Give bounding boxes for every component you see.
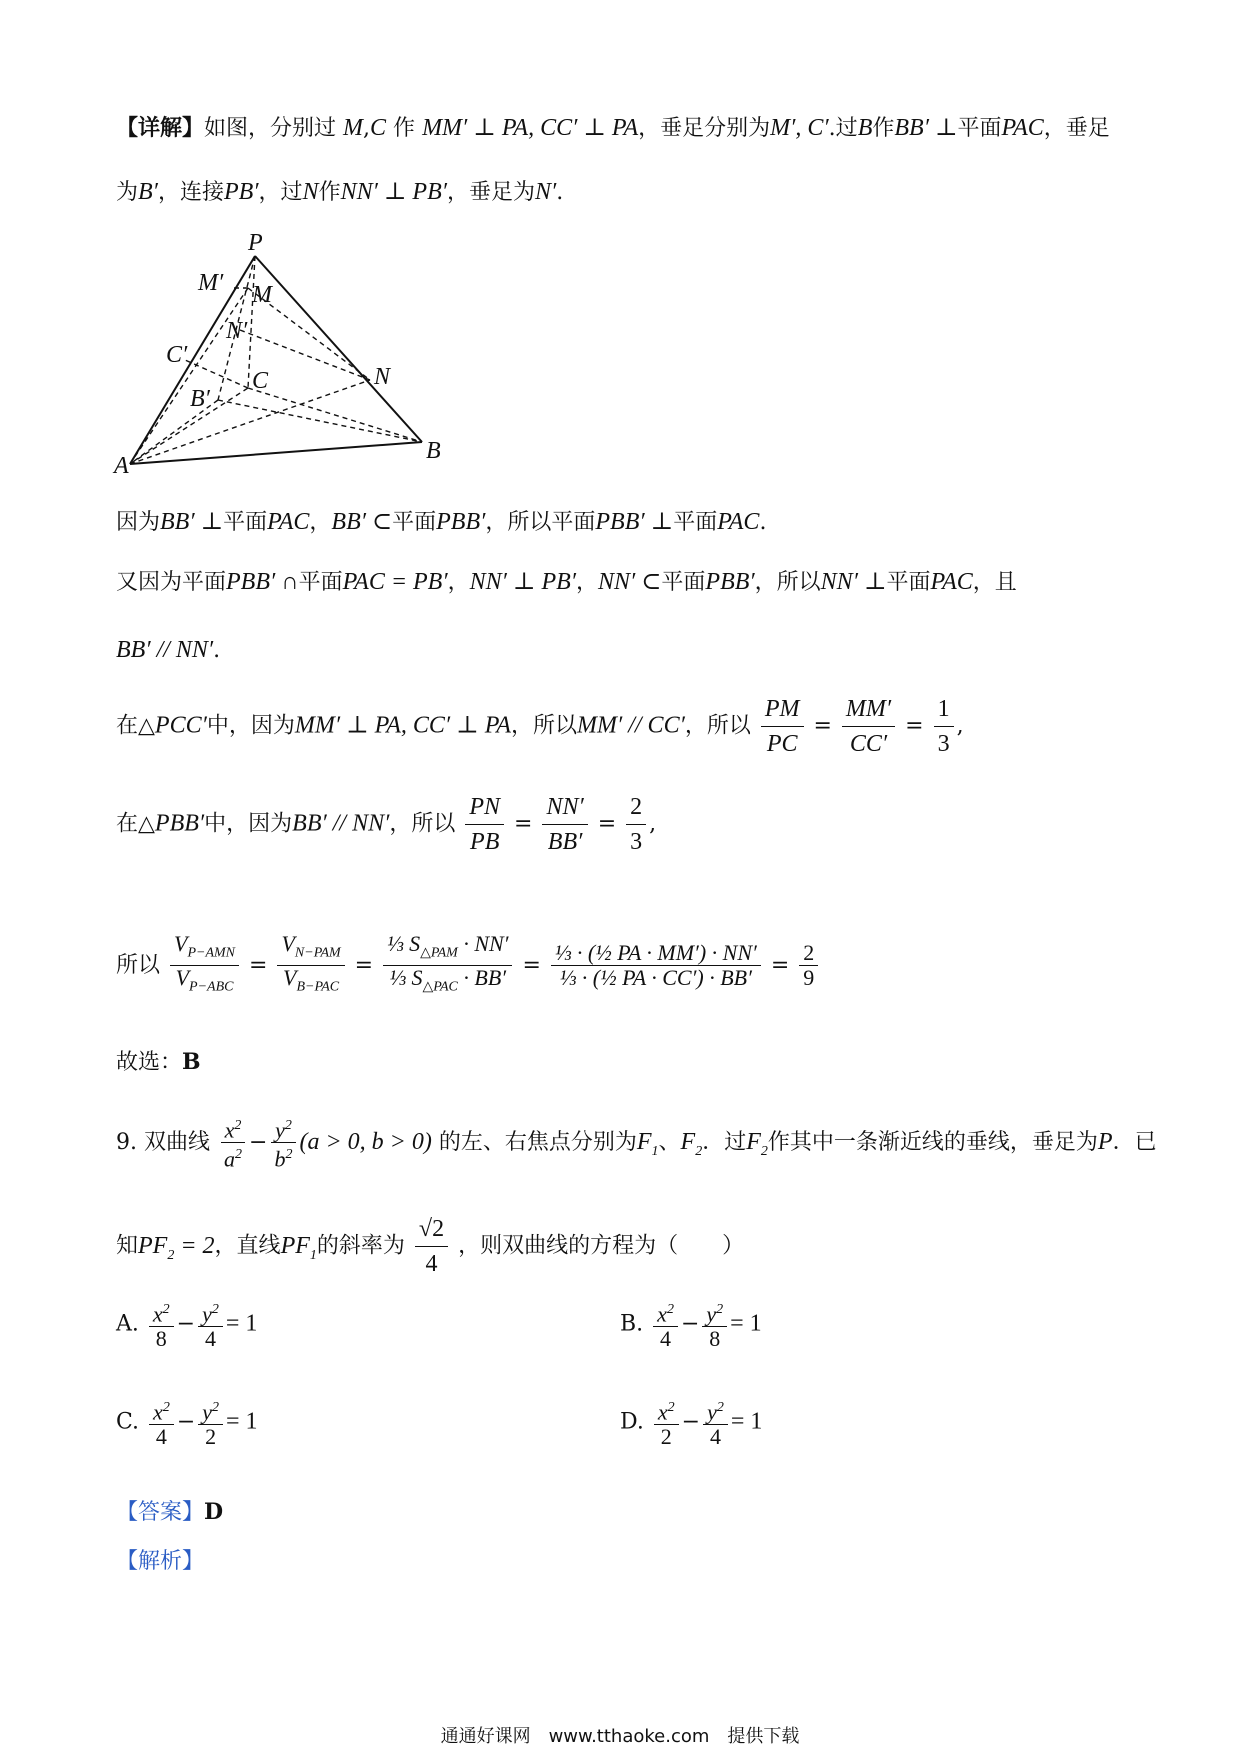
text: 故选： xyxy=(116,1050,183,1075)
y-denominator: 2 xyxy=(205,1424,217,1450)
detail-text: ，垂足为 xyxy=(446,180,535,205)
math: $PF_2 = 2$ xyxy=(138,1232,215,1263)
x-denominator: 8 xyxy=(155,1326,167,1352)
detail-text: 为 xyxy=(116,180,139,205)
para-1: 因为BB′ ⊥平面PAC，BB′ ⊂平面PBB′，所以平面PBB′ ⊥平面PAC. xyxy=(116,509,767,535)
label-P: P xyxy=(248,230,263,256)
math: = 1 xyxy=(730,1310,762,1337)
x-denominator: 4 xyxy=(660,1326,672,1352)
label-M1: M′ xyxy=(198,270,224,296)
text: 所以 xyxy=(116,952,161,978)
option-a[interactable]: A. $\frac{x^2}{8}$ − $\frac{y^2}{4}$ = 1 xyxy=(116,1298,257,1351)
text: 的左、右焦点分别为 xyxy=(438,1129,637,1155)
analysis-line xyxy=(116,1546,204,1578)
fraction: $\frac{PM}{PC}$ xyxy=(761,692,804,761)
question-number: 9. xyxy=(116,1129,137,1155)
footer: 通通好课网 www.tthaoke.com 提供下载 xyxy=(440,1726,800,1747)
fraction: $\frac{2}{3}$ xyxy=(626,790,646,859)
math: PAC xyxy=(1001,115,1044,141)
text: 平面 xyxy=(673,510,718,535)
fraction: $\frac{y^2}{4}$ xyxy=(198,1298,223,1351)
fraction: $\frac{x^2}{4}$ xyxy=(653,1298,678,1351)
option-letter: A. xyxy=(116,1311,139,1337)
text: 平面 xyxy=(661,570,706,595)
tetrahedron-figure xyxy=(110,230,460,475)
text: 双曲线 xyxy=(144,1129,211,1155)
text: ，所以 xyxy=(754,570,821,595)
text: 又因为平面 xyxy=(116,570,227,595)
label-C1: C′ xyxy=(166,342,188,368)
text: ， xyxy=(447,570,470,595)
math: N xyxy=(302,179,319,205)
para-5: 所以 $\frac{V_{P-AMN}}{V_{P-ABC}}$ = $\frac{V_{N-PAM}}{V_{B-PAC}}$ = $\frac{\frac{1}{3} S_{\triangle PAM} \cdot NN'}{\frac{1}{3} S_{\triangle PAC} \cdot BB'}$ = $\frac{\text{⅓ · (½ PA · MM′) · NN′}}{\text{⅓ · (½ PA · CC′) · BB′}}$ = $\frac{2}{9}$ xyxy=(116,932,821,1000)
math: PAC xyxy=(717,509,760,535)
math: (a > 0, b > 0) xyxy=(299,1128,432,1155)
math: = 1 xyxy=(226,1408,258,1435)
text: ，所以平面 xyxy=(485,510,596,535)
fraction: $\frac{\frac{1}{3} S_{\triangle PAM} \cdot NN'}{\frac{1}{3} S_{\triangle PAC} \cdot BB'}$ xyxy=(383,932,512,1000)
math: NN′ ⊥ PB′ xyxy=(340,179,447,205)
fraction: $\frac{y^2}{4}$ xyxy=(703,1396,728,1449)
fraction: $\frac{y^2}{2}$ xyxy=(198,1396,223,1449)
text: 平面 xyxy=(392,510,437,535)
text: 、 xyxy=(658,1129,681,1155)
detail-text: ，垂足分别为 xyxy=(638,116,771,141)
detail-text: ，过 xyxy=(258,180,303,205)
text: ，所以 xyxy=(510,713,577,739)
math: BB′ ⊂ xyxy=(331,509,393,535)
para-3: 在△PCC′中，因为MM′ ⊥ PA, CC′ ⊥ PA，所以MM′ // CC′，所以 $\frac{PM}{PC}$ = $\frac{MM'}{CC'}$ = $\frac{1}{3}$ , xyxy=(116,692,964,761)
text: ．已 xyxy=(1112,1129,1157,1155)
fraction: $\frac{x^2}{8}$ xyxy=(149,1298,174,1351)
math: B′ xyxy=(138,179,158,205)
choice-value: B xyxy=(182,1049,201,1075)
math: NN′ ⊂ xyxy=(598,569,662,595)
para-2 xyxy=(116,566,1017,599)
y-denominator: 4 xyxy=(204,1326,216,1352)
answer-line xyxy=(116,1496,223,1529)
text: 作其中一条渐近线的垂线，垂足为 xyxy=(767,1129,1098,1155)
q9-line-2 xyxy=(116,1212,744,1281)
math: BB′ // NN′ xyxy=(292,810,390,837)
answer-label: 【答案】 xyxy=(116,1500,205,1525)
math: PBB′ xyxy=(705,569,755,595)
fraction: $\frac{x^2}{2}$ xyxy=(654,1396,679,1449)
analysis-label: 【解析】 xyxy=(116,1549,205,1574)
math: MM′ ⊥ PA, CC′ ⊥ PA xyxy=(294,712,511,739)
math: PCC′ xyxy=(154,712,207,739)
fraction: $\frac{V_{N-PAM}}{V_{B-PAC}}$ xyxy=(277,932,344,1000)
option-letter: B. xyxy=(620,1311,644,1337)
label-N: N xyxy=(374,364,391,390)
fraction: $\frac{MM'}{CC'}$ xyxy=(842,692,895,761)
detail-line-2: 为B′，连接PB′，过N作NN′ ⊥ PB′，垂足为N′. xyxy=(116,179,564,205)
fraction: $\frac{NN'}{BB'}$ xyxy=(542,790,587,859)
math: $F_2$ xyxy=(746,1128,768,1159)
detail-text: 作 xyxy=(393,116,416,141)
text: ．过 xyxy=(702,1129,747,1155)
math: PBB′ ⊥ xyxy=(595,509,674,535)
math: PB′ xyxy=(223,179,259,205)
option-letter: D. xyxy=(620,1409,644,1435)
math: P xyxy=(1097,1128,1113,1155)
text: 中，因为 xyxy=(204,811,293,837)
option-letter: C. xyxy=(116,1409,140,1435)
math: C xyxy=(370,115,387,141)
fraction: $\frac{x^2}{4}$ xyxy=(149,1396,174,1449)
math: M xyxy=(343,115,364,141)
y-denominator: 8 xyxy=(709,1326,721,1352)
q9-line-1: 9. 双曲线 $\frac{x^2}{a^2}$ − $\frac{y^2}{b^2}$ (a > 0, b > 0) 的左、右焦点分别为$F_1$、$F_2$．过$F_2$作其中一条渐近线的垂线，垂足为P．已 xyxy=(116,1114,1157,1172)
label-B1: B′ xyxy=(190,386,210,412)
math: B xyxy=(857,115,873,141)
math: BB′ ⊥ xyxy=(894,115,958,141)
detail-line-1: 【详解】如图，分别过 M,C 作 MM′ ⊥ PA, CC′ ⊥ PA，垂足分别为M′, C′.过B作BB′ ⊥平面PAC，垂足 xyxy=(116,115,1110,141)
text: ，且 xyxy=(972,570,1017,595)
math: PBB′ ∩ xyxy=(226,569,299,595)
option-c[interactable]: C. $\frac{x^2}{4}$ − $\frac{y^2}{2}$ = 1 xyxy=(116,1396,258,1449)
text: ， xyxy=(576,570,599,595)
text: 平面 xyxy=(886,570,931,595)
math: BB′ ⊥ xyxy=(160,509,224,535)
option-b[interactable]: B. $\frac{x^2}{4}$ − $\frac{y^2}{8}$ = 1 xyxy=(620,1298,762,1351)
detail-text: 如图，分别过 xyxy=(204,116,337,141)
fraction: $\frac{PN}{PB}$ xyxy=(465,790,504,859)
label-B: B xyxy=(426,438,441,464)
math: BB′ // NN′ xyxy=(116,637,214,663)
math: PBB′ xyxy=(154,810,205,837)
para-2-cont: BB′ // NN′. xyxy=(116,637,221,663)
text: 在△ xyxy=(116,811,155,837)
label-C: C xyxy=(252,368,269,394)
x-denominator: 4 xyxy=(155,1424,167,1450)
text: 平面 xyxy=(223,510,268,535)
math: PAC xyxy=(267,509,310,535)
fraction: $\frac{2}{9}$ xyxy=(799,941,818,990)
math: PAC = PB′ xyxy=(342,569,448,595)
math: N′ xyxy=(535,179,557,205)
fraction: $\frac{V_{P-AMN}}{V_{P-ABC}}$ xyxy=(170,932,239,1000)
math: $F_2$ xyxy=(680,1128,703,1159)
math: NN′ ⊥ xyxy=(820,569,887,595)
math: M′, C′ xyxy=(770,115,829,141)
label-N1: N′ xyxy=(226,318,248,344)
detail-label: 【详解】 xyxy=(116,115,205,141)
text: ，直线 xyxy=(214,1233,281,1259)
text: 因为 xyxy=(116,510,161,535)
text: ，所以 xyxy=(389,811,456,837)
fraction: $\frac{y^2}{8}$ xyxy=(702,1298,727,1351)
fraction: $\frac{1}{3}$ xyxy=(934,692,954,761)
detail-text: 过 xyxy=(835,116,858,141)
choice-line xyxy=(116,1046,201,1079)
para-4: 在△PBB′中，因为BB′ // NN′，所以 $\frac{PN}{PB}$ = $\frac{NN'}{BB'}$ = $\frac{2}{3}$ , xyxy=(116,790,656,859)
detail-text: ，垂足 xyxy=(1043,116,1110,141)
math: $F_1$ xyxy=(636,1128,659,1159)
detail-text: 作 xyxy=(318,180,341,205)
label-M: M xyxy=(252,282,272,308)
fraction: $\frac{x^2}{a^2}$ xyxy=(220,1114,246,1172)
fraction: $\frac{√2}{4}$ xyxy=(415,1212,448,1281)
detail-text: ，连接 xyxy=(157,180,224,205)
math: PBB′ xyxy=(436,509,486,535)
label-A: A xyxy=(114,453,129,475)
y-denominator: 4 xyxy=(709,1424,721,1450)
math: MM′ // CC′ xyxy=(576,712,685,739)
text: 平面 xyxy=(298,570,343,595)
fraction: $\frac{y^2}{b^2}$ xyxy=(270,1114,296,1172)
text: ，所以 xyxy=(684,713,751,739)
math: = 1 xyxy=(730,1408,763,1435)
fraction: $\frac{\text{⅓ · (½ PA · MM′) · NN′}}{\text{⅓ · (½ PA · CC′) · BB′}}$ xyxy=(551,941,761,990)
answer-value: D xyxy=(204,1499,224,1525)
math: = 1 xyxy=(225,1310,258,1337)
math: $PF_1$ xyxy=(280,1232,317,1263)
text: 的斜率为 xyxy=(316,1233,405,1259)
text: 中，因为 xyxy=(206,713,295,739)
detail-text: 平面 xyxy=(957,116,1002,141)
option-d[interactable]: D. $\frac{x^2}{2}$ − $\frac{y^2}{4}$ = 1 xyxy=(620,1396,762,1449)
text: 在△ xyxy=(116,713,155,739)
x-denominator: 2 xyxy=(660,1424,672,1450)
math: PAC xyxy=(930,569,973,595)
text: ，则双曲线的方程为（ ） xyxy=(458,1233,745,1259)
math: MM′ ⊥ PA, CC′ ⊥ PA xyxy=(422,115,639,141)
text: 知 xyxy=(116,1233,139,1259)
detail-text: 作 xyxy=(872,116,895,141)
text: ， xyxy=(309,510,332,535)
math: NN′ ⊥ PB′ xyxy=(469,569,577,595)
